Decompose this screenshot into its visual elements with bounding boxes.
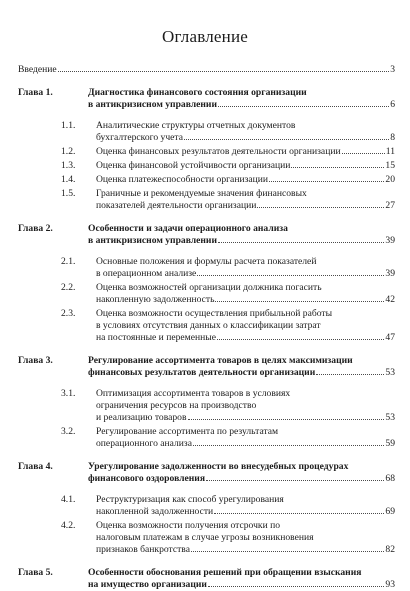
entry-text: Особенности обоснования решений при обращении взыскания [88,567,362,578]
entry-text: Регулирование ассортимента товаров в целях максимизации [88,355,353,366]
section-title [96,388,395,424]
entry-text: Диагностика финансового состояния организации [88,87,307,98]
entry-line [96,426,395,438]
page-number: 47 [385,332,395,343]
entry-text: в условиях отсутствия данных о классификации затрат [96,320,321,331]
entry-text: в операционном анализе [96,268,197,279]
page-number: 20 [385,174,395,185]
leader-dots [184,139,389,140]
entry-line [96,320,395,332]
toc-section[interactable] [18,308,395,344]
toc-section[interactable] [18,174,395,186]
entry-line [88,99,395,111]
entry-text: бухгалтерского учета [96,132,183,143]
toc-intro[interactable] [18,64,395,76]
entry-line [96,388,395,400]
leader-dots [188,419,385,420]
entry-text: Оценка возможности получения отсрочки по [96,520,281,531]
toc-chapter[interactable] [18,355,395,379]
entry-line [88,461,395,473]
chapter-number: Глава 3. [18,355,53,366]
page-number: 69 [385,506,395,517]
entry-line [96,132,395,144]
page-number: 39 [385,268,395,279]
entry-line [96,200,395,212]
leader-dots [215,301,384,302]
page-number: 6 [390,99,395,110]
entry-line [96,146,395,158]
entry-text: Урегулирование задолженности во внесудебных процедурах [88,461,349,472]
page-number: 11 [385,146,395,157]
section-title [96,256,395,280]
section-number: 1.2. [61,146,76,157]
page-number: 42 [385,294,395,305]
leader-dots [214,513,384,514]
entry-text: Оценка возможности осуществления прибыльной работы [96,308,333,319]
entry-text: в антикризисном управлении [88,99,217,110]
entry-text: Граничные и рекомендуемые значения финансовых [96,188,307,199]
entry-line [88,367,395,379]
table-of-contents [18,64,395,591]
entry-text: Оптимизация ассортимента товаров в условиях [96,388,291,399]
chapter-title [88,461,395,485]
section-title [96,426,395,450]
entry-text: Оценка платежеспособности организации [96,174,269,185]
leader-dots [208,586,384,587]
entry-line [88,567,395,579]
entry-text: налоговым платежам в случае угрозы возникновения [96,532,314,543]
toc-section[interactable] [18,388,395,424]
entry-text: накопленную задолженность [96,294,215,305]
entry-line [88,579,395,591]
leader-dots [257,207,384,208]
chapter-number: Глава 1. [18,87,53,98]
entry-line [88,87,395,99]
page-number: 8 [390,132,395,143]
entry-text: Оценка возможностей организации должника погасить [96,282,322,293]
entry-text: на имущество организации [88,579,207,590]
entry-line [96,532,395,544]
section-number: 1.1. [61,120,76,131]
section-title [96,282,395,306]
entry-line [96,400,395,412]
section-title [96,494,395,518]
entry-line [96,412,395,424]
toc-chapter[interactable] [18,223,395,247]
section-title [96,120,395,144]
entry-text: Оценка финансовых результатов деятельности организации [96,146,341,157]
section-number: 3.2. [61,426,76,437]
toc-section[interactable] [18,120,395,144]
entry-text: Основные положения и формулы расчета показателей [96,256,317,267]
leader-dots [269,181,384,182]
entry-line [96,308,395,320]
leader-dots [206,480,384,481]
entry-line [96,160,395,172]
entry-line [96,544,395,556]
chapter-title [88,355,395,379]
entry-text: ограничения ресурсов на производство [96,400,257,411]
entry-line [96,294,395,306]
entry-text: и реализацию товаров [96,412,187,423]
section-number: 2.1. [61,256,76,267]
entry-text: признаков банкротства [96,544,190,555]
entry-line [96,438,395,450]
section-number: 3.1. [61,388,76,399]
section-title [96,146,395,158]
entry-text: показателей деятельности организации [96,200,257,211]
page-number: 93 [385,579,395,590]
page-number: 27 [385,200,395,211]
toc-chapter[interactable] [18,567,395,591]
entry-line [96,494,395,506]
toc-chapter[interactable] [18,87,395,111]
section-title [96,188,395,212]
section-number: 4.2. [61,520,76,531]
entry-text: Особенности и задачи операционного анализа [88,223,288,234]
page-number: 39 [385,235,395,246]
toc-intro-label: Введение [18,64,57,75]
section-title [96,520,395,556]
section-number: 1.3. [61,160,76,171]
entry-text: операционного анализа [96,438,192,449]
toc-section[interactable] [18,160,395,172]
leader-dots [218,242,384,243]
entry-line [96,120,395,132]
toc-section[interactable] [18,282,395,306]
page-number: 53 [385,412,395,423]
leader-dots [197,275,384,276]
entry-text: в антикризисном управлении [88,235,217,246]
leader-dots [342,153,385,154]
page-number: 3 [390,64,395,75]
toc-section[interactable] [18,256,395,280]
chapter-number: Глава 5. [18,567,53,578]
entry-line [96,188,395,200]
section-number: 1.4. [61,174,76,185]
page-number: 59 [385,438,395,449]
toc-chapter[interactable] [18,461,395,485]
entry-text: финансового оздоровления [88,473,206,484]
entry-text: финансовых результатов деятельности организации [88,367,316,378]
section-number: 2.3. [61,308,76,319]
entry-line [96,282,395,294]
toc-section[interactable] [18,520,395,556]
entry-line [96,256,395,268]
entry-line [96,332,395,344]
section-title [96,174,395,186]
entry-line [88,235,395,247]
chapter-title [88,567,395,591]
leader-dots [193,445,384,446]
page-title: Оглавление [162,27,248,46]
toc-section[interactable] [18,426,395,450]
page-number: 15 [385,160,395,171]
leader-dots [291,167,384,168]
entry-text: Аналитические структуры отчетных документов [96,120,296,131]
leader-dots [58,71,390,72]
entry-line [96,506,395,518]
toc-section[interactable] [18,146,395,158]
section-title [96,160,395,172]
chapter-number: Глава 4. [18,461,53,472]
entry-text: на постоянные и переменные [96,332,216,343]
leader-dots [217,339,384,340]
leader-dots [191,551,384,552]
entry-line [96,520,395,532]
toc-section[interactable] [18,494,395,518]
page-number: 53 [385,367,395,378]
chapter-title [88,223,395,247]
entry-text: накопленной задолженности [96,506,214,517]
entry-line [88,223,395,235]
entry-text: Реструктуризация как способ урегулирования [96,494,284,505]
page-number: 68 [385,473,395,484]
chapter-title [88,87,395,111]
entry-text: Оценка финансовой устойчивости организации [96,160,291,171]
toc-section[interactable] [18,188,395,212]
page-number: 82 [385,544,395,555]
entry-line [96,268,395,280]
chapter-number: Глава 2. [18,223,53,234]
section-number: 2.2. [61,282,76,293]
leader-dots [316,374,384,375]
entry-line [88,355,395,367]
entry-text: Регулирование ассортимента по результатам [96,426,279,437]
section-number: 4.1. [61,494,76,505]
section-title [96,308,395,344]
leader-dots [218,106,389,107]
entry-line [96,174,395,186]
entry-line [88,473,395,485]
section-number: 1.5. [61,188,76,199]
